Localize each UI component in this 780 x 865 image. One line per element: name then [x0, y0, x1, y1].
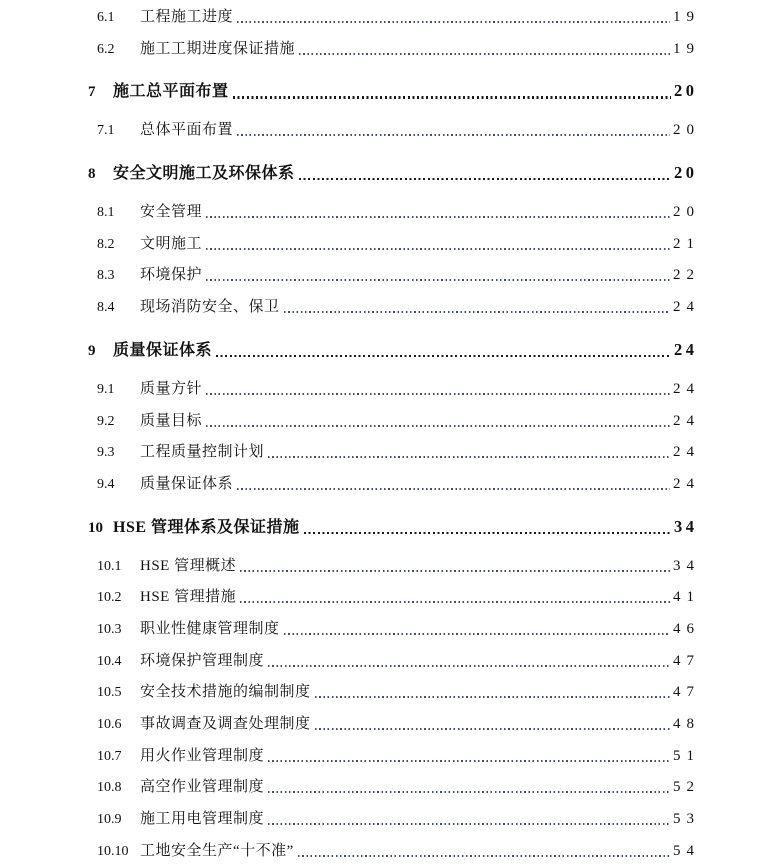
toc-entry-page-number: 34 — [674, 516, 698, 536]
toc-entry[interactable] — [97, 39, 700, 60]
toc-entry-number: 10.3 — [97, 621, 122, 637]
dotted-leader — [299, 178, 671, 180]
toc-entry[interactable] — [88, 339, 698, 362]
toc-entry-title: 施工工期进度保证措施 — [140, 40, 296, 57]
toc-entry-page-number: 24 — [673, 380, 700, 397]
toc-entry-title: 高空作业管理制度 — [140, 779, 265, 796]
toc-entry[interactable] — [97, 841, 700, 862]
dotted-leader — [206, 216, 670, 218]
toc-entry-title: 安全文明施工及环保体系 — [113, 165, 295, 183]
toc-entry-title: 质量目标 — [140, 412, 203, 429]
toc-entry-number: 10.8 — [97, 780, 122, 796]
dotted-leader — [216, 355, 671, 357]
toc-entry-title: 质量方针 — [140, 380, 203, 397]
toc-entry[interactable] — [97, 202, 700, 223]
dotted-leader — [206, 393, 670, 395]
toc-entry-page-number: 46 — [673, 620, 700, 637]
toc-entry-page-number: 19 — [673, 9, 700, 25]
toc-entry-title: 环境保护管理制度 — [140, 652, 265, 669]
toc-entry-title: 工地安全生产“十不准” — [140, 842, 294, 859]
toc-entry-page-number: 47 — [673, 652, 700, 669]
toc-entry-page-number: 51 — [673, 747, 700, 764]
toc-entry-page-number: 24 — [674, 339, 698, 359]
toc-entry-page-number: 24 — [673, 475, 700, 492]
toc-entry-number: 6.1 — [97, 10, 115, 25]
toc-entry-page-number: 24 — [673, 412, 700, 429]
dotted-leader — [315, 696, 670, 698]
dotted-leader — [206, 248, 670, 250]
toc-entry[interactable] — [97, 411, 700, 432]
toc-entry[interactable] — [97, 442, 700, 463]
toc-entry[interactable] — [97, 556, 700, 577]
dotted-leader — [233, 96, 671, 98]
dotted-leader — [299, 53, 670, 55]
toc-entry[interactable] — [97, 777, 700, 798]
toc-entry-page-number: 19 — [673, 40, 700, 57]
toc-entry[interactable] — [97, 234, 700, 255]
toc-entry-page-number: 20 — [673, 204, 700, 221]
toc-entry-page-number: 53 — [673, 811, 700, 828]
toc-entry-number: 7.1 — [97, 123, 115, 139]
dotted-leader — [304, 532, 671, 534]
toc-entry[interactable] — [97, 714, 700, 735]
toc-entry[interactable] — [97, 297, 700, 318]
toc-entry[interactable] — [97, 619, 700, 640]
toc-entry-title: 事故调查及调查处理制度 — [140, 716, 311, 732]
toc-entry-number: 10.9 — [97, 812, 122, 828]
dotted-leader — [268, 665, 670, 667]
toc-entry-page-number: 20 — [674, 81, 698, 101]
toc-entry-page-number: 52 — [673, 779, 700, 796]
toc-entry-title: HSE 管理体系及保证措施 — [113, 518, 300, 536]
toc-entry-number: 9.4 — [97, 476, 115, 492]
toc-entry-number: 10.1 — [97, 558, 122, 574]
dotted-leader — [268, 760, 670, 762]
toc-entry-page-number: 47 — [673, 684, 700, 701]
toc-entry-title: 施工用电管理制度 — [140, 811, 265, 828]
toc-entry-page-number: 54 — [673, 842, 700, 859]
toc-entry-number: 9 — [88, 342, 96, 359]
dotted-leader — [206, 425, 670, 427]
toc-entry-number: 8.1 — [97, 205, 115, 221]
dotted-leader — [237, 21, 670, 23]
toc-entry-number: 8.2 — [97, 236, 115, 252]
toc-entry-number: 9.2 — [97, 413, 115, 429]
dotted-leader — [315, 728, 670, 730]
toc-entry-page-number: 20 — [673, 122, 700, 139]
toc-entry[interactable] — [97, 265, 700, 286]
toc-entry-title: 现场消防安全、保卫 — [140, 299, 280, 316]
toc-entry-title: 安全管理 — [140, 204, 203, 221]
toc-entry-number: 8 — [88, 166, 96, 183]
toc-entry-number: 10.4 — [97, 653, 122, 669]
toc-entry-title: HSE 管理措施 — [140, 589, 237, 606]
toc-entry-title: 工程质量控制计划 — [140, 444, 265, 461]
dotted-leader — [240, 570, 670, 572]
toc-entry[interactable] — [97, 682, 700, 703]
toc-entry[interactable] — [97, 587, 700, 608]
toc-entry-number: 9.1 — [97, 381, 115, 397]
toc-entry-number: 8.3 — [97, 268, 115, 284]
toc-entry-number: 10.2 — [97, 590, 122, 606]
toc-entry-title: 质量保证体系 — [113, 341, 213, 359]
toc-entry-page-number: 20 — [674, 163, 698, 183]
toc-entry-page-number: 41 — [673, 589, 700, 606]
toc-entry-number: 10.5 — [97, 685, 122, 701]
toc-entry-page-number: 21 — [673, 235, 700, 252]
toc-entry[interactable] — [88, 162, 698, 185]
dotted-leader — [237, 488, 670, 490]
toc-entry-title: 质量保证体系 — [140, 475, 234, 492]
toc-entry[interactable] — [88, 516, 698, 539]
toc-entry[interactable] — [97, 746, 700, 767]
toc-entry-title: 安全技术措施的编制制度 — [140, 684, 311, 701]
toc-entry-number: 9.3 — [97, 445, 115, 461]
dotted-leader — [268, 791, 670, 793]
toc-entry-number: 10.7 — [97, 748, 122, 764]
toc-entry-number: 10 — [88, 519, 103, 536]
dotted-leader — [268, 823, 670, 825]
dotted-leader — [237, 134, 670, 136]
toc-entry-page-number: 48 — [673, 716, 700, 732]
dotted-leader — [268, 456, 670, 458]
toc-entry[interactable] — [97, 474, 700, 495]
dotted-leader — [284, 633, 670, 635]
toc-entry-number: 8.4 — [97, 300, 115, 316]
dotted-leader — [206, 279, 670, 281]
toc-entry-title: 环境保护 — [140, 267, 203, 284]
toc-entry[interactable] — [97, 7, 700, 28]
toc-entry-title: 工程施工进度 — [140, 9, 234, 25]
dotted-leader — [240, 601, 670, 603]
toc-entry[interactable] — [97, 379, 700, 400]
toc-entry[interactable] — [97, 809, 700, 830]
toc-entry-title: 文明施工 — [140, 235, 203, 252]
dotted-leader — [284, 311, 670, 313]
dotted-leader — [298, 855, 670, 857]
toc-entry[interactable] — [97, 120, 700, 141]
toc-entry-title: 总体平面布置 — [140, 122, 234, 139]
toc-entry-number: 10.10 — [97, 843, 129, 859]
toc-entry-page-number: 22 — [673, 267, 700, 284]
toc-entry[interactable] — [97, 651, 700, 672]
toc-entry-number: 7 — [88, 84, 96, 101]
toc-entry-title: HSE 管理概述 — [140, 557, 237, 574]
toc-entry-page-number: 34 — [673, 557, 700, 574]
toc-entry-title: 施工总平面布置 — [113, 83, 229, 101]
toc-entry-title: 职业性健康管理制度 — [140, 620, 280, 637]
toc-entry-title: 用火作业管理制度 — [140, 747, 265, 764]
toc-entry-number: 10.6 — [97, 717, 122, 732]
toc-entry-page-number: 24 — [673, 444, 700, 461]
toc-entry-number: 6.2 — [97, 41, 115, 57]
toc-entry-page-number: 24 — [673, 299, 700, 316]
toc-entry[interactable] — [88, 80, 698, 103]
